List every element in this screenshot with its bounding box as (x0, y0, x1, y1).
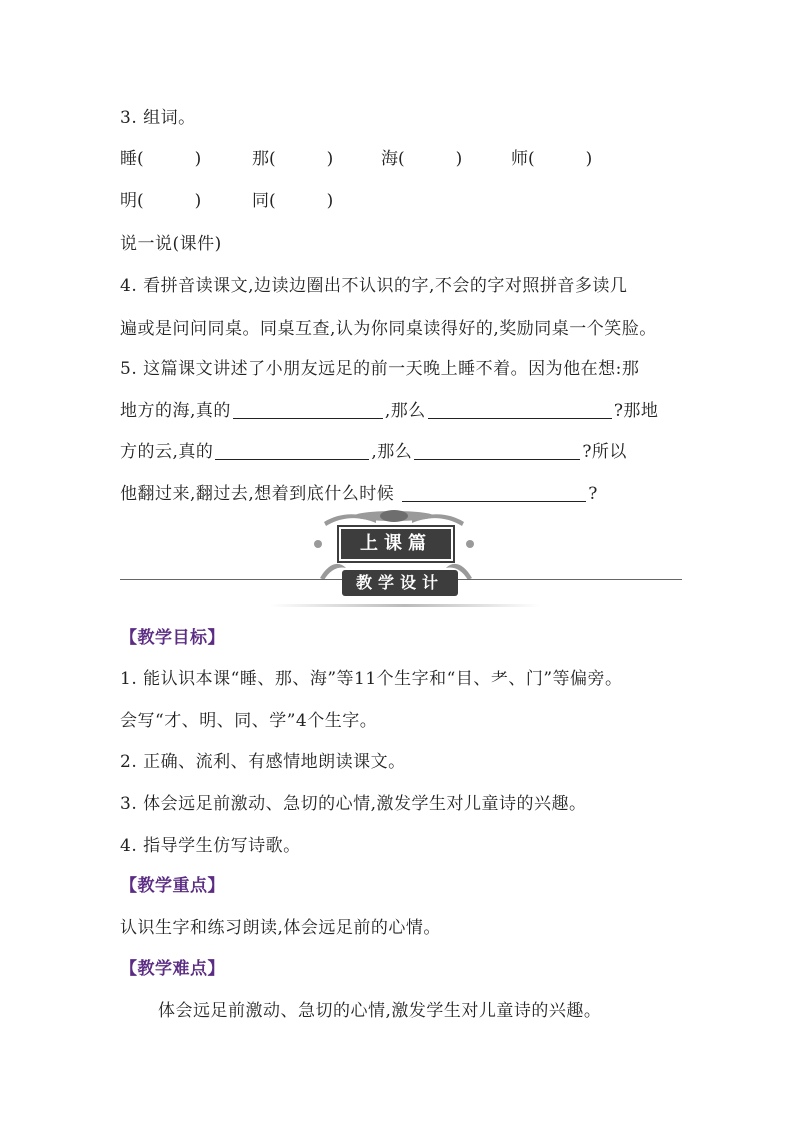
q5-line-3-text-a: 方的云,真的 (120, 442, 214, 462)
q4-line-1: 4. 看拼音读课文,边读边圈出不认识的字,不会的字对照拼音多读几 (120, 276, 628, 296)
answer-blank[interactable] (215, 443, 369, 460)
q5-line-2-text-c: ?那地 (613, 401, 659, 421)
goals-item-1-cont: 会写“才、明、同、学”4个生字。 (120, 711, 378, 731)
key-points-heading: 【教学重点】 (120, 876, 225, 896)
banner-top-label: 上课篇 (339, 527, 453, 561)
answer-blank[interactable] (233, 402, 383, 419)
q5-line-2-text-b: ,那么 (384, 401, 426, 421)
goals-item-3: 3. 体会远足前激动、急切的心情,激发学生对儿童诗的兴趣。 (120, 794, 587, 814)
banner-shadow (270, 604, 540, 607)
key-points-text: 认识生字和练习朗读,体会远足前的心情。 (120, 918, 441, 938)
goals-item-1: 1. 能认识本课“睡、那、海”等11个生字和“目、耂、门”等偏旁。 (120, 669, 623, 689)
q5-line-3-text-b: ,那么 (371, 442, 413, 462)
q4-line-2: 遍或是问问同桌。同桌互查,认为你同桌读得好的,奖励同桌一个笑脸。 (120, 319, 657, 339)
q5-line-4-text-a: 他翻过来,翻过去,想着到底什么时候 (120, 484, 395, 504)
q5-line-3-text-c: ?所以 (582, 442, 627, 462)
banner-bottom-label: 教学设计 (342, 570, 458, 596)
answer-blank[interactable] (414, 443, 580, 460)
answer-blank[interactable] (428, 402, 612, 419)
q3-title: 3. 组词。 (120, 108, 196, 128)
q5-line-4-text-b: ? (588, 484, 598, 504)
goals-item-4: 4. 指导学生仿写诗歌。 (120, 836, 301, 856)
difficulties-text: 体会远足前激动、急切的心情,激发学生对儿童诗的兴趣。 (158, 1001, 602, 1021)
q3-word-5: 明( ) (120, 191, 202, 211)
answer-blank[interactable] (402, 485, 586, 502)
goals-item-2: 2. 正确、流利、有感情地朗读课文。 (120, 752, 406, 772)
difficulties-heading: 【教学难点】 (120, 959, 225, 979)
q5-line-2-text-a: 地方的海,真的 (120, 401, 231, 421)
q3-word-1: 睡( ) (120, 149, 202, 169)
q3-word-6: 同( ) (252, 191, 334, 211)
speak-heading: 说一说(课件) (120, 234, 222, 254)
q5-line-1: 5. 这篇课文讲述了小朋友远足的前一天晚上睡不着。因为他在想:那 (120, 359, 640, 379)
goals-heading: 【教学目标】 (120, 628, 225, 648)
q5-line-4 (120, 483, 598, 505)
section-banner (120, 508, 682, 612)
q5-line-2 (120, 400, 658, 422)
q5-line-3 (120, 441, 627, 463)
q3-word-2: 那( ) (252, 149, 334, 169)
q3-word-4: 师( ) (511, 149, 593, 169)
q3-word-3: 海( ) (381, 149, 463, 169)
